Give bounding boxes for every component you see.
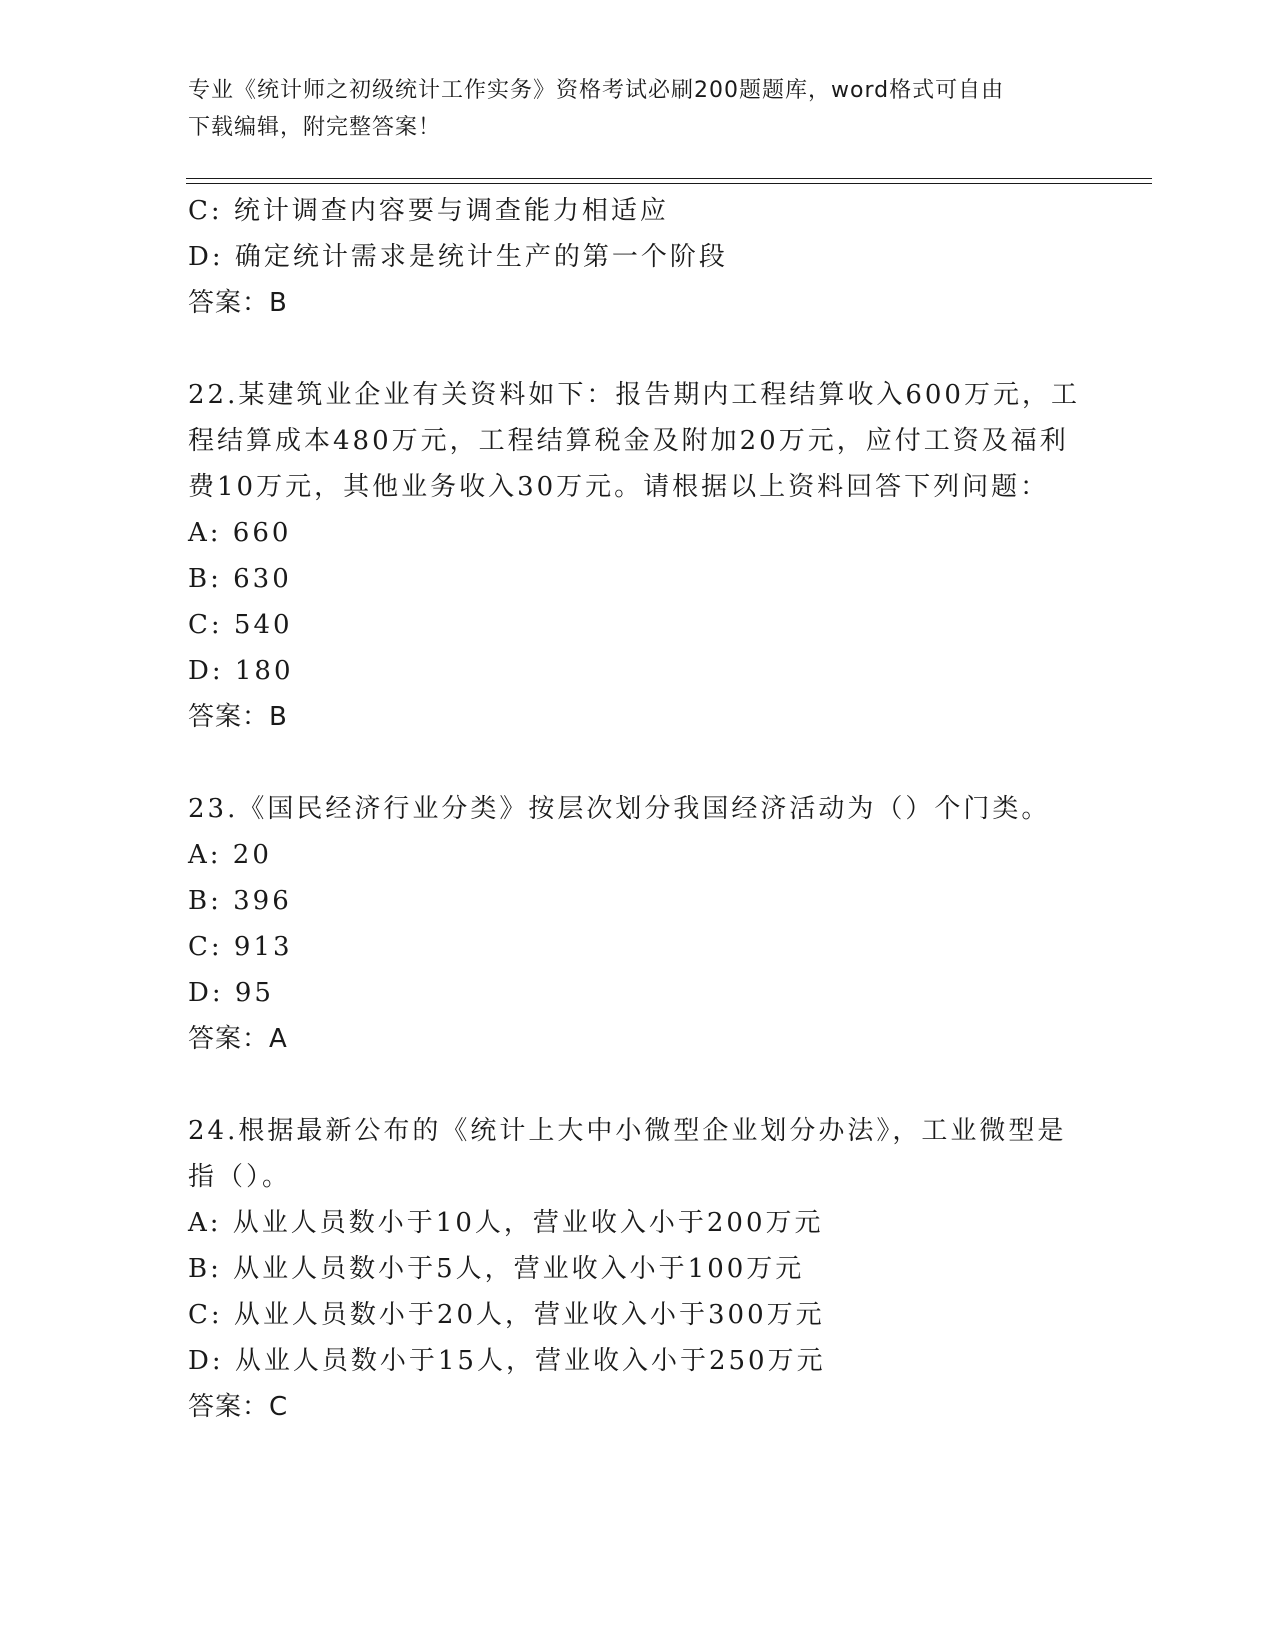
option-d: D: 确定统计需求是统计生产的第一个阶段	[188, 242, 728, 272]
option-c: C: 从业人员数小于20人，营业收入小于300万元	[188, 1300, 825, 1330]
answer-line: 答案：B	[188, 702, 288, 732]
question-23	[188, 786, 1088, 1062]
option-b: B: 从业人员数小于5人，营业收入小于100万元	[188, 1254, 805, 1284]
option-d: D: 从业人员数小于15人，营业收入小于250万元	[188, 1346, 826, 1376]
option-a: A: 从业人员数小于10人，营业收入小于200万元	[188, 1208, 824, 1238]
option-c: C: 913	[188, 932, 293, 962]
spacer	[188, 740, 1088, 786]
header-line-1: 专业《统计师之初级统计工作实务》资格考试必刷200题题库，word格式可自由	[188, 78, 1005, 103]
answer-line: 答案：B	[188, 288, 288, 318]
spacer	[188, 326, 1088, 372]
answer-line: 答案：C	[188, 1392, 289, 1422]
header-divider-bottom	[186, 183, 1152, 184]
option-a: A: 20	[188, 840, 272, 870]
question-stem-line: 23.《国民经济行业分类》按层次划分我国经济活动为（）个门类。	[188, 794, 1051, 824]
option-b: B: 630	[188, 564, 292, 594]
spacer	[188, 1062, 1088, 1108]
question-stem-line: 费10万元，其他业务收入30万元。请根据以上资料回答下列问题：	[188, 472, 1050, 502]
option-d: D: 95	[188, 978, 274, 1008]
question-22	[188, 372, 1088, 740]
question-stem-line: 22.某建筑业企业有关资料如下：报告期内工程结算收入600万元，工	[188, 380, 1080, 410]
question-content	[188, 188, 1088, 1430]
question-24	[188, 1108, 1088, 1430]
document-header	[188, 72, 1088, 146]
option-c: C: 统计调查内容要与调查能力相适应	[188, 196, 669, 226]
option-c: C: 540	[188, 610, 293, 640]
question-stem-line: 24.根据最新公布的《统计上大中小微型企业划分办法》，工业微型是	[188, 1116, 1067, 1146]
question-stem-line: 指（）。	[188, 1162, 292, 1192]
header-divider-top	[186, 178, 1152, 179]
header-line-2: 下载编辑，附完整答案！	[188, 115, 442, 140]
question-stem-line: 程结算成本480万元，工程结算税金及附加20万元，应付工资及福利	[188, 426, 1069, 456]
answer-line: 答案：A	[188, 1024, 288, 1054]
option-d: D: 180	[188, 656, 294, 686]
option-a: A: 660	[188, 518, 292, 548]
option-b: B: 396	[188, 886, 292, 916]
